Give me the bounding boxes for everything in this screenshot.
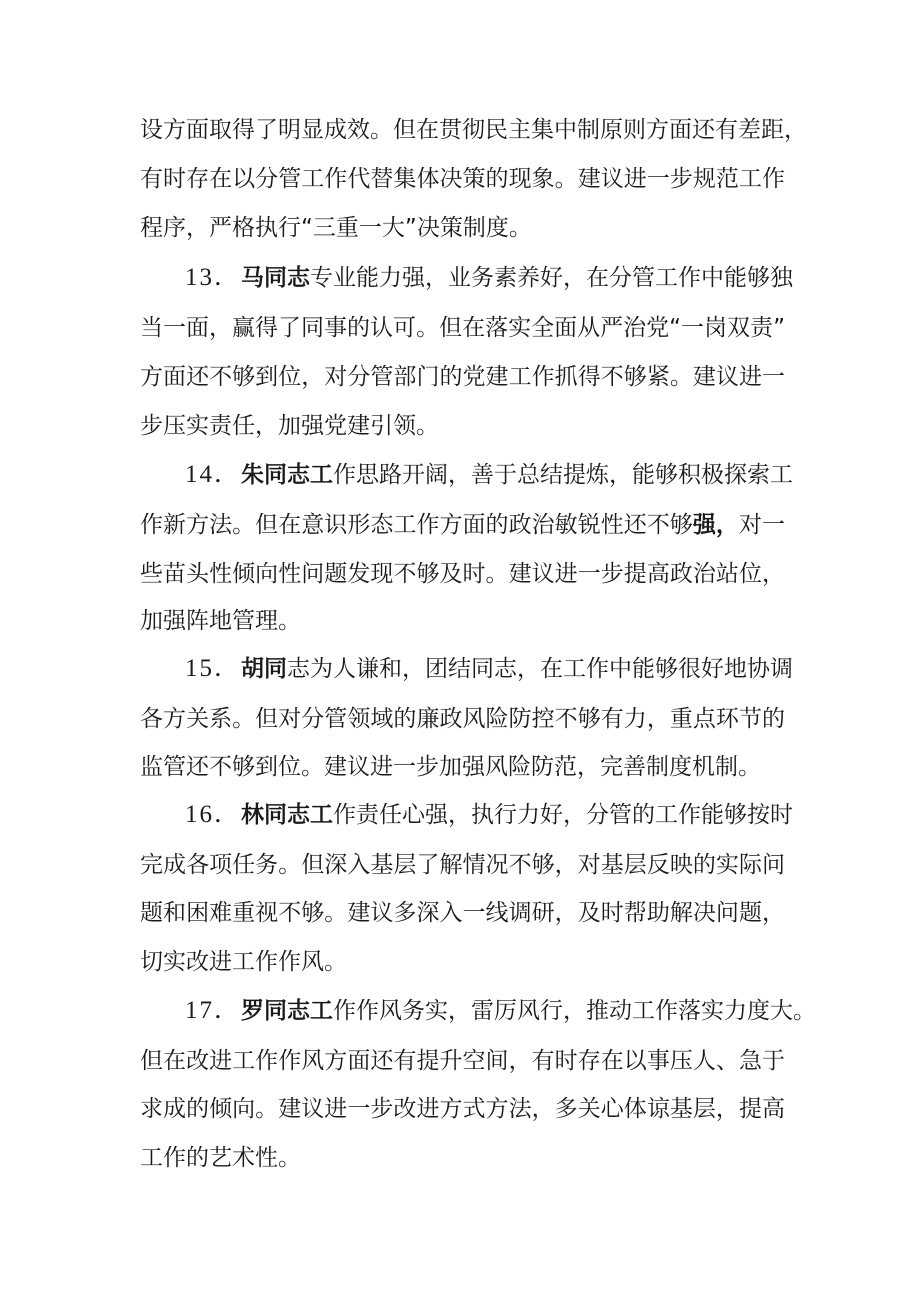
text-line: [185, 260, 794, 296]
text-line: 完成各项任务。但深入基层了解情况不够，对基层反映的实际问: [140, 852, 785, 878]
text-line: 工作的艺术性。: [140, 1145, 301, 1171]
item-number: 14．: [185, 461, 242, 488]
text-line: 题和困难重视不够。建议多深入一线调研，及时帮助解决问题，: [140, 900, 785, 926]
text-line: 监管还不够到位。建议进一步加强风险防范，完善制度机制。: [140, 754, 761, 780]
person-name: 罗同志工: [241, 998, 334, 1024]
text-line: 设方面取得了明显成效。但在贯彻民主集中制原则方面还有差距，: [140, 117, 807, 143]
text-line: [185, 651, 794, 687]
text-line: 切实改进工作作风。: [140, 949, 347, 975]
text-line: 方面还不够到位，对分管部门的党建工作抓得不够紧。建议进一: [140, 364, 785, 390]
line-text: 作思路开阔，善于总结提炼，能够积极探索工: [333, 462, 794, 488]
person-name: 胡同: [241, 656, 288, 682]
line-text: 作责任心强，执行力好，分管的工作能够按时: [333, 802, 794, 828]
line-text: 作新方法。但在意识形态工作方面的政治敏锐性还不够: [140, 512, 693, 538]
text-line: 程序，严格执行“三重一大”决策制度。: [140, 215, 532, 241]
item-number: 13．: [185, 264, 242, 291]
bold-text: 强，: [692, 512, 739, 538]
text-line: 当一面，赢得了同事的认可。但在落实全面从严治党“一岗双责”: [140, 315, 785, 341]
text-line: [185, 797, 794, 833]
text-line: 但在改进工作作风方面还有提升空间，有时存在以事压人、急于: [140, 1048, 785, 1074]
text-line: 求成的倾向。建议进一步改进方式方法，多关心体谅基层，提高: [140, 1096, 785, 1122]
text-line: [140, 507, 785, 543]
text-line: [185, 993, 817, 1029]
text-line: 有时存在以分管工作代替集体决策的现象。建议进一步规范工作: [140, 166, 785, 192]
line-text: 作作风务实，雷厉风行，推动工作落实力度大。: [333, 998, 817, 1024]
text-line: [185, 457, 794, 493]
item-number: 15．: [185, 655, 242, 682]
line-text: 专业能力强，业务素养好，在分管工作中能够独: [310, 265, 794, 291]
person-name: 朱同志工: [241, 462, 334, 488]
text-line: 各方关系。但对分管领域的廉政风险防控不够有力，重点环节的: [140, 706, 785, 732]
line-text: 志为人谦和，团结同志，在工作中能够很好地协调: [287, 656, 794, 682]
text-line: 步压实责任，加强党建引领。: [140, 413, 439, 439]
item-number: 16．: [185, 801, 242, 828]
item-number: 17．: [185, 997, 242, 1024]
line-text: 对一: [738, 512, 786, 538]
text-line: 加强阵地管理。: [140, 608, 301, 634]
person-name: 马同志: [241, 265, 311, 291]
text-line: 些苗头性倾向性问题发现不够及时。建议进一步提高政治站位，: [140, 561, 785, 587]
person-name: 林同志工: [241, 802, 334, 828]
